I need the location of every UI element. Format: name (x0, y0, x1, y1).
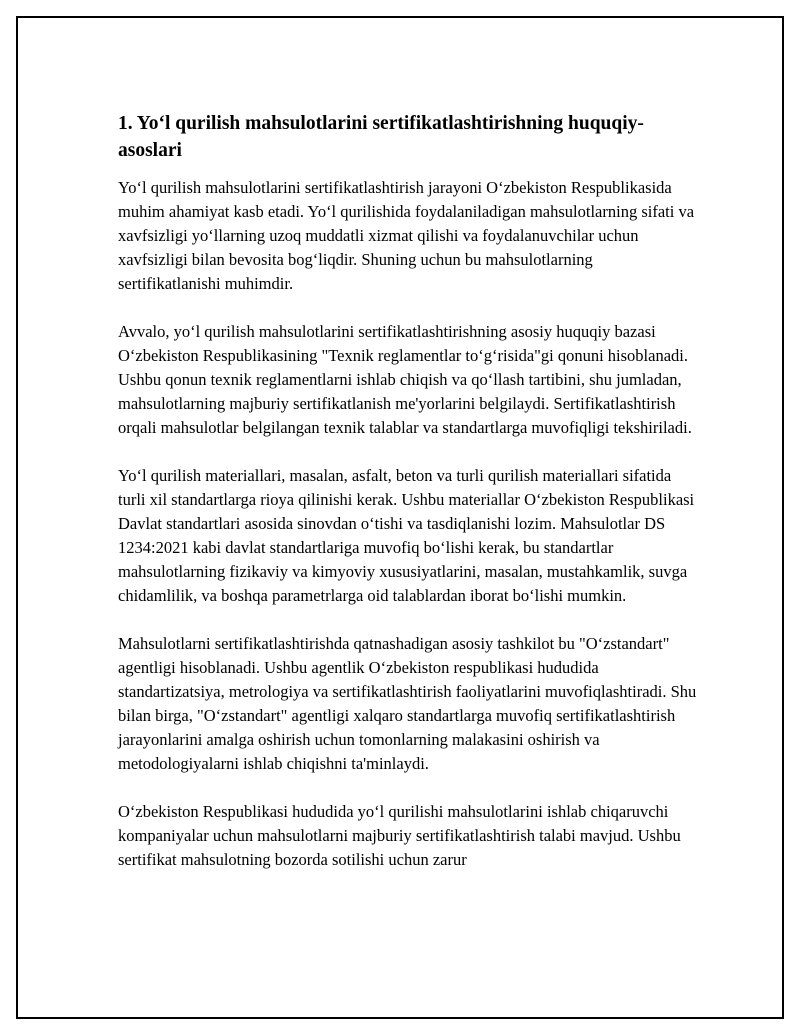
document-body (118, 98, 698, 896)
paragraph-4: Mahsulotlarni sertifikatlashtirishda qatnashadigan asosiy tashkilot bu "O‘zstandart" agentligi hisoblanadi. Ushbu agentlik O‘zbekiston respublikasi hududida standartizatsiya, metrologiya va sertifikatlashtirish faoliyatlarini muvofiqlashtiradi. Shu bilan birga, "O‘zstandart" agentligi xalqaro standartlarga muvofiq sertifikatlashtirish jarayonlarini amalga oshirish uchun tomonlarning malakasini oshirish va metodologiyalarni ishlab chiqishni ta'minlaydi. (118, 634, 697, 773)
paragraph-1: Yo‘l qurilish mahsulotlarini sertifikatlashtirish jarayoni O‘zbekiston Respublikasida muhim ahamiyat kasb etadi. Yo‘l qurilishida foydalaniladigan mahsulotlarning sifati va xavfsizligi yo‘llarning uzoq muddatli xizmat qilishi va foydalanuvchilar uchun xavfsizligi bilan bevosita bog‘liqdir. Shuning uchun bu mahsulotlarning sertifikatlanishi muhimdir. (118, 178, 695, 293)
paragraph-5: O‘zbekiston Respublikasi hududida yo‘l qurilishi mahsulotlarini ishlab chiqaruvchi kompaniyalar uchun mahsulotlarni majburiy sertifikatlashtirish talabi mavjud. Ushbu sertifikat mahsulotning bozorda sotilishi uchun zarur (118, 802, 681, 869)
section-heading: 1. Yo‘l qurilish mahsulotlarini sertifikatlashtirishning huquqiy-asoslari (118, 113, 644, 161)
paragraph-3: Yo‘l qurilish materiallari, masalan, asfalt, beton va turli qurilish materiallari sifatida turli xil standartlarga rioya qilinishi kerak. Ushbu materiallar O‘zbekiston Respublikasi Davlat standartlari asosida sinovdan o‘tishi va tasdiqlanishi lozim. Mahsulotlar DS 1234:2021 kabi davlat standartlariga muvofiq bo‘lishi kerak, bu standartlar mahsulotlarning fizikaviy va kimyoviy xususiyatlarini, masalan, mustahkamlik, suvga chidamlilik, va boshqa parametrlarga oid talablardan iborat bo‘lishi mumkin. (118, 466, 695, 605)
paragraph-2: Avvalo, yo‘l qurilish mahsulotlarini sertifikatlashtirishning asosiy huquqiy bazasi O‘zbekiston Respublikasining "Texnik reglamentlar to‘g‘risida"gi qonuni hisoblanadi. Ushbu qonun texnik reglamentlarni ishlab chiqish va qo‘llash tartibini, shu jumladan, mahsulotlarning majburiy sertifikatlanish me'yorlarini belgilaydi. Sertifikatlashtirish orqali mahsulotlar belgilangan texnik talablar va standartlarga muvofiqligi tekshiriladi. (118, 322, 692, 437)
page-frame (16, 16, 784, 1019)
